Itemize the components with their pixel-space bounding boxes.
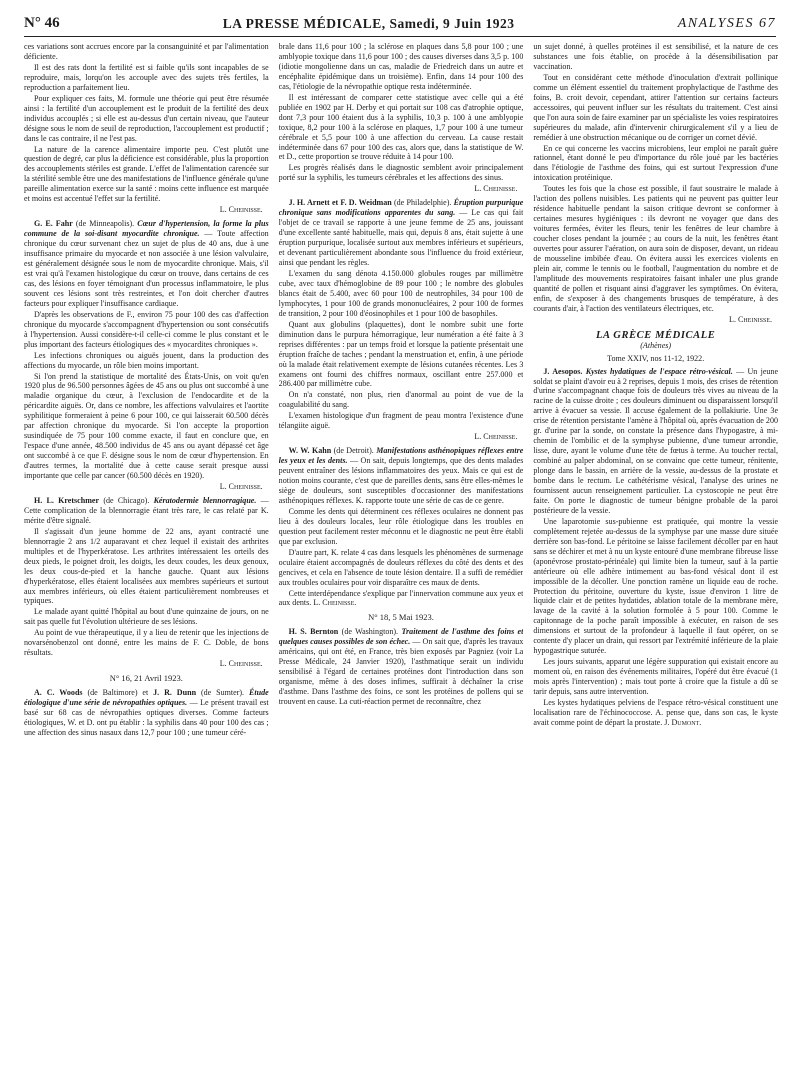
paragraph [279,589,524,609]
article-head [533,367,778,516]
issue-date: N° 16, 21 Avril 1923. [109,673,183,684]
article-title: Étude étiologique d'une série de névropathies optiques. [24,688,269,708]
paragraph: Il s'agissait d'un jeune homme de 22 ans, ayant contracté une blennorragie 2 ans 1/2 auparavant et chez lequel il existait des arthrites multiples et de l'hyperkératose. Les arthrites intéressaient les orteils des deux pieds, le poignet droit, les doigts, les deux coudes, les deux genoux, les deux cous-de-pied et la hanche gauche. Quant aux lésions d'hyperkératose, elles étaient localisées aux membres supérieurs et surtout aux membres inférieurs, où elles étaient particulièrement nombreuses et typiques. [24,526,269,606]
paragraph: Les jours suivants, apparut une légère suppuration qui existait encore au moment où, en raison des événements militaires, l'opéré dut être évacué (1 mois après l'intervention) ; mais tout porte à croire que la fistule a dû se tarir depuis, sans autre intervention. [533,657,779,697]
signature: L. Cheinisse. [729,314,773,324]
author-name: W. W. Kahn [288,446,332,456]
paragraph: Les infections chroniques ou aiguës jouent, dans la production des affections du myocarde, un rôle bien moins important. [24,350,269,370]
page-number: N° 46 [24,15,60,31]
author-city: (de Chicago). [103,495,150,505]
author-name: H. S. Bernton [288,627,339,637]
paragraph: Au point de vue thérapeutique, il y a lieu de retenir que les injections de novarsénobenzol ont donné, entre les mains de F. C. Doble, de bons résultats. [24,628,269,658]
article-head [279,627,524,707]
article-head [24,688,269,738]
paragraph: L'examen du sang dénota 4.150.000 globules rouges par millimètre cube, avec taux d'hémoglobine de 89 pour 100 ; le nombre des globules blancs était de 5.400, avec 60 pour 100 de neutrophiles, 34 pour 100 de lymphocytes, 1 pour 100 de grands mononucléaires, 2 pour 100 de formes de transition, 2 pour 100 d'éosinophiles et 1 pour 100 de basophiles. [278,268,524,318]
issue-reference: Tome XXIV, nos 11-12, 1922. [607,353,705,363]
article-title: Traitement de l'asthme des foins et quelques causes possibles de son échec. [278,627,524,647]
article-title: Éruption purpurique chronique sans modifications apparentes du sang. [278,198,524,218]
signature: L. Cheinisse. [474,432,518,442]
author-name: G. E. Fahr [34,219,73,229]
paragraph: Toutes les fois que la chose est possible, il faut soustraire le malade à l'action des pollens nuisibles. Les patients qui ne peuvent pas quitter leur résidence habituelle pendant la saison critique devront se conformer à certaines mesures hygiéniques : ils devront ne voyager que dans des voitures fermées, éviter les fleurs, tenir les fenêtres de leur chambre à coucher closes pendant la journée ; au cours de la nuit, les fenêtres étant ouvertes pour assurer l'aération, on aura soin de disposer, devant, un rideau de mousseline imbibée d'eau. On évitera aussi les exercices violents en plein air, comme le tennis ou le football, l'augmentation du nombre et de l'amplitude des mouvements respiratoires faisant inhaler une plus grande quantité de pollen et risquant ainsi d'aggraver les symptômes. On évitera, enfin, de s'exposer à des changements brusques de température, à des courants d'air, à l'action des ventilateurs électriques, etc. [533,184,779,313]
column-3 [533,42,778,1074]
article-title: Kystes hydatiques de l'espace rétro-vésical. [585,366,733,376]
author-city: (de Minneapolis). [75,219,135,229]
paragraph: Si l'on prend la statistique de mortalité des États-Unis, on voit qu'en 1920 plus de 96.500 personnes âgées de 45 ans ou plus ont succombé à une maladie organique du cœur, à l'exclusion de l'endocardite et de la péricardite aiguës. Or, dans ce nombre, les affections valvulaires et l'aortite syphilitique formeraient à peine 6 pour 100, ce qui laisserait 60.500 décès par affection chronique du myocarde. Si l'on accepte la proportion susindiquée de 75 pour 100 comme exacte, il faut en conclure que, en l'espace d'une année, 48.500 individus de 45 ans ou ayant dépassé cet âge ont succombé à ce que F. désigne sous le nom de cœur d'hypertension. En d'autres termes, la mortalité due à cette cause serait presque aussi importante que celle par cancer (60.500 décès en 1920). [24,371,269,481]
paragraph: — Le cas qui fait l'objet de ce travail se rapporte à une jeune femme de 25 ans, jouissant d'une excellente santé habituelle, mais qui, depuis 8 ans, était sujette à une éruption purpurique, localisée surtout aux membres inférieurs et supérieurs, et devenant particulièrement abondante sous l'influence du froid extérieur, ainsi que pendant les règles. [278,208,524,268]
paragraph: — Cette complication de la blennorragie étant très rare, le cas relaté par K. mérite d'être signalé. [24,495,269,525]
author-city: (de Sumter). [200,688,245,698]
signature: L. Cheinisse. [474,184,518,194]
paragraph: On n'a constaté, non plus, rien d'anormal au point de vue de la coagulabilité du sang. [278,390,524,410]
author-city: (de Detroit). [333,446,374,456]
issue-date: N° 18, 5 Mai 1923. [368,612,434,623]
paragraph-text: Les kystes hydatiques pelviens de l'espace rétro-vésical constituent une localisation rare de l'échinococcose. A. pense que, dans son cas, le kyste avait comme point de départ la prostate. [533,698,779,727]
author-city: (de Washington). [341,627,399,637]
article-title: Cœur d'hypertension, la forme la plus commune de la soi-disant myocardite chronique. [24,219,269,239]
paragraph: Quant aux globulins (plaquettes), dont le nombre subit une forte diminution dans le purpura hémorragique, leur numération a été faite à 3 reprises différentes : par un temps froid et lorsque la patiente présentait une éruption fraîche de taches ; pendant la menstruation et, enfin, à une période où la malade était relativement exempte de lésions cutanées récentes. Les 3 examens ont fourni des chiffres normaux, oscillant entre 257.000 et 286.400 par millimètre cube. [278,319,524,389]
paragraph: En ce qui concerne les vaccins microbiens, leur emploi ne paraît guère rationnel, étant donné le peu d'importance du rôle joué par les bactéries dans l'étiologie de l'asthme des foins, qui est surtout l'expression d'une intoxication protéinique. [533,143,779,183]
paragraph-text: Cette interdépendance s'explique par l'innervation commune aux yeux et aux dents. [278,588,524,608]
article-head [24,496,269,526]
section-title: LA GRÈCE MÉDICALE [596,329,716,341]
author-name: H. L. Kretschmer [34,495,100,505]
page-header [24,10,776,37]
author-city: (de Baltimore) et [87,688,149,698]
author-name: A. C. Woods [34,688,83,698]
signature: L. Cheinisse. [219,659,263,669]
paragraph: brale dans 11,6 pour 100 ; la sclérose en plaques dans 5,8 pour 100 ; une amblyopie toxique dans 11,6 pour 100 ; des causes diverses dans 3,5 p. 100 (idiotie mongolienne dans un cas, maladie de Friedreich dans un autre et encéphalite épidémique dans un troisième). Enfin, dans 14 pour 100 des cas, l'étiologie de la névropathie optique resta indéterminée. [278,42,524,91]
article-title: Manifestations asthénopiques réflexes entre les yeux et les dents. [278,446,524,466]
signature: J. Dumont. [664,717,702,727]
journal-title: LA PRESSE MÉDICALE, Samedi, 9 Juin 1923 [222,16,515,31]
paragraph: — Toute affection chronique du cœur survenant chez un sujet de plus de 40 ans, due à une insuffisance primaire du myocarde et non associée à une lésion valvulaire, est généralement désignée sous le nom de myocardite chronique. Mais, s'il est vrai qu'à l'examen histologique du cœur on trouve, dans certains de ces cas, des lésions en foyer témoignant d'un processus inflammatoire, le plus souvent ces lésions sont très restreintes, et l'on doit chercher d'autres facteurs pour expliquer l'insuffisance cardiaque. [24,229,269,308]
article-head [279,198,524,268]
paragraph: Les progrès réalisés dans le diagnostic semblent avoir principalement porté sur la syphilis, les tumeurs cérébrales et les affections des sinus. [278,163,524,183]
paragraph: un sujet donné, à quelles protéines il est sensibilisé, et la nature de ces substances une fois établie, on procède à la désensibilisation par vaccination. [533,42,779,71]
paragraph: — On sait que, d'après les travaux américains, qui ont été, en France, très bien exposés par Pagniez (voir La Presse Médicale, 24 Janvier 1920), l'asthmatique serait un individu sensibilisé à l'égard de certaines protéines dont l'introduction dans son organisme, même à des doses infimes, suffirait à déchaîner la crise d'asthme. Dans l'asthme des foins, ce sont les protéines de pollens qui se trouvent en cause. La cuti-réaction permet de reconnaître, chez [278,637,524,707]
paragraph: La nature de la carence alimentaire importe peu. C'est plutôt une question de degré, car plus la déficience est considérable, plus la proportion des accouplements stériles est grande. L'effet de l'alimentation carencée sur la stérilité semble être une des manifestations de l'influence générale qu'une pareille alimentation exerce sur la santé : moins cette influence est marquée et moins est accentué l'effet sur la fertilité. [24,144,269,204]
article-columns [24,42,778,1074]
paragraph: Une laparotomie sus-pubienne est pratiquée, qui montre la vessie complètement rejetée au-dessus de la symphyse par une masse dure située derrière son bas-fond. Le péritoine se laisse facilement décoller par en haut sans se déchirer et met à nu un kyste entouré d'une membrane fibreuse lisse (aponévrose prostato-périnéale) qui limite bien la tumeur, sauf à la partie antérieure où elle adhère intimement au bas-fond vésical dont il est impossible de la décoller. Une ponction ramène un liquide eau de roche. Protection du péritoine, ouverture du kyste, issue d'environ 1 litre de liquide clair et de petites hydatides, ablation totale de la membrane mère, lavage de la cavité à la solution formolée à 5 pour 100. Comme le capitonnage de la poche paraît impossible à exécuter, en raison de ses dimensions et surtout de la profondeur à laquelle il faut opérer, on se contente d'y placer un drain, qui ressort par l'extrémité inférieure de la plaie hypogastrique suturée. [533,516,779,656]
paragraph: ces variations sont accrues encore par la consanguinité et par l'alimentation déficiente. [24,42,269,61]
paragraph: Comme les dents qui déterminent ces réflexes oculaires ne donnent pas lieu à des douleurs locales, leur rôle étiologique dans les troubles en question peut facilement rester méconnu et le diagnostic ne peut être établi que par exclusion. [278,506,524,546]
article-head [279,446,524,506]
author-name: J. R. Dunn [153,688,197,698]
column-1 [24,42,269,1074]
paragraph: L'examen histologique d'un fragment de peau montra l'existence d'une télangiite aiguë. [278,411,524,431]
paragraph: D'après les observations de F., environ 75 pour 100 des cas d'affection chronique du myocarde s'accompagnent d'hypertension ou sont consécutifs à l'hypertension. Aussi considère-t-il celle-ci comme le plus constant et le plus important des facteurs étiologiques des « myocardites chroniques ». [24,309,269,349]
column-2 [279,42,524,1074]
paragraph: Il est intéressant de comparer cette statistique avec celle qui a été publiée en 1902 par H. Derby et qui portait sur 108 cas d'atrophie optique, dont 7,3 pour 100 étaient dus à la syphilis, 10,3 p. 100 à une amblyopie toxique, 8,2 pour 100 à la sclérose en plaques, 1,7 pour 100 à une tumeur cérébrale et 5,5 pour 100 à une affection du cerveau. La cause restait indéterminée dans 67 pour 100 des cas, alors que, dans la statistique de W. et D., cette proportion se trouve réduite à 14 pour 100. [278,92,524,162]
signature: L. Cheinisse. [219,205,263,215]
signature: L. Cheinisse. [313,598,357,608]
paragraph: — Le présent travail est basé sur 68 cas de névropathies optiques diverses. Comme facteurs étiologiques, W. et D. ont pu établir : la syphilis dans 40 pour 100 des cas ; une affection des sinus nasaux dans 12,7 pour 100 ; une tumeur céré- [24,698,269,737]
author-city: (de Philadelphie). [393,198,452,208]
paragraph: Le malade ayant quitté l'hôpital au bout d'une quinzaine de jours, on ne sait pas quelle fut l'évolution ultérieure de ses lésions. [24,607,269,627]
paragraph: Il est des rats dont la fertilité est si faible qu'ils sont incapables de se reproduire, mais, lorqu'on les accouple avec des sujets très fertiles, la reproduction a parfaitement lieu. [24,62,269,92]
section-city: (Athènes) [640,340,672,350]
paragraph: — Un jeune soldat se plaint d'avoir eu à 2 reprises, depuis 1 mois, des crises de rétention d'urine s'accompagnant chaque fois de douleurs très vives au niveau de la racine de la cuisse droite ; ces douleurs diminuent ou disparaissent lorsqu'il arrive à évacuer sa vessie. Il accuse également de la pollakiurie. Une 3e crise de rétention persistante l'amène à l'hôpital où, après évacuation de 200 gr. d'urine par la sonde, on constate la présence dans l'hypogastre, à mi-chemin de l'ombilic et de la symphyse pubienne, d'une tumeur arrondie, lisse, dure, ayant le volume d'une tête de fœtus à terme. Au toucher rectal, combiné au palper abdominal, on se convainc que cette tumeur, rénitente, plonge dans le bassin, en arrière de la vessie, au-dessus de la prostate et bombe dans le rectum. Le cathétérisme vésical, l'analyse des urines ne fournissent aucun renseignement particulier. La cystoscopie ne peut être faite. On porte le diagnostic de tumeur bénigne probable de la paroi postérieure de la vessie. [533,366,779,515]
article-head [24,219,269,309]
paragraph: — On sait, depuis longtemps, que des dents malades peuvent entraîner des lésions inflammatoires des yeux. Mais ce qui est de notion moins courante, c'est que de pareilles dents, sans être elles-mêmes le siège de douleurs, sont susceptibles d'occasionner des manifestations asthénopiques réflexes. K. rapporte toute une série de cas de ce genre. [278,456,524,505]
author-name: J. H. Arnett et F. D. Weidman [288,198,392,208]
article-title: Kératodermie blennorragique. [153,495,257,505]
section-label: ANALYSES 67 [677,16,776,31]
paragraph: D'autre part, K. relate 4 cas dans lesquels les phénomènes de surmenage oculaire étaient accompagnés de douleurs réflexes du côté des dents et des gencives, et cela en l'absence de toute lésion dentaire. Il a suffi de remédier aux troubles oculaires pour voir disparaître ces maux de dents. [278,547,524,587]
signature: L. Cheinisse. [219,481,263,491]
paragraph: Pour expliquer ces faits, M. formule une théorie qui peut être résumée ainsi : la fertilité d'un accouplement est le produit de la fertilité des deux individus accouplés ; si elle est au-dessus d'un certain niveau, que l'auteur désigne sous le nom de seuil de reproduction, l'accouplement est productif ; dans le cas contraire, il ne l'est pas. [24,93,269,143]
author-name: J. Aesopos. [543,366,583,376]
paragraph: Tout en considérant cette méthode d'inoculation d'extrait pollinique comme un élément essentiel du traitement prophylactique de l'asthme des foins, B. croit devoir, cependant, attirer l'attention sur certains facteurs accessoires, qui peuvent influer sur les résultats du traitement. C'est ainsi que l'on aura soin de faire examiner par un spécialiste les voies respiratoires supérieures du malade, afin d'intervenir chirurgicalement s'il y a lieu de remédier à une obstruction mécanique ou de corriger un cornet dévié. [533,72,779,142]
paragraph [533,698,778,728]
